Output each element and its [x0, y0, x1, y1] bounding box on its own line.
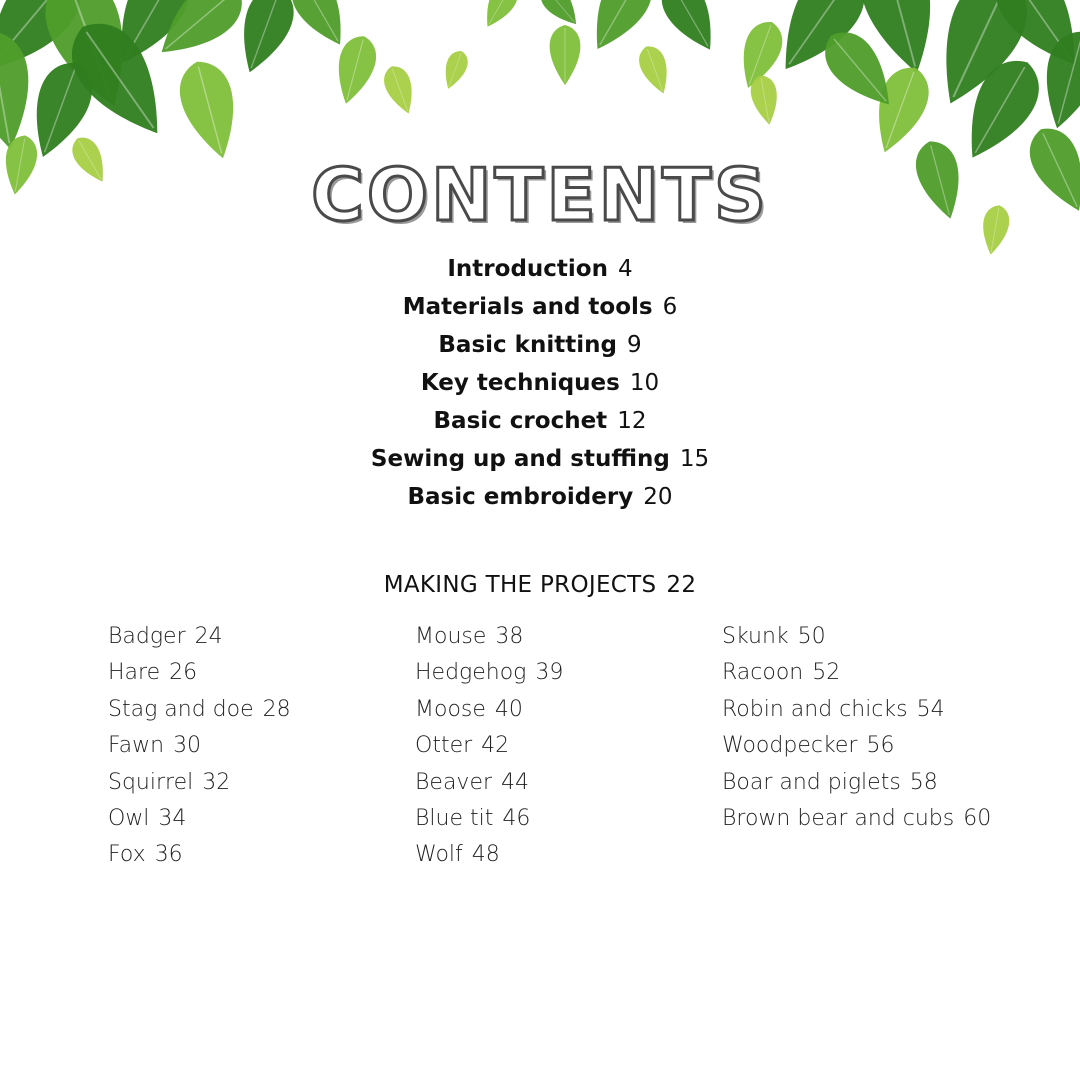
project-label: Boar and piglets — [722, 769, 901, 795]
project-entry[interactable] — [722, 692, 991, 728]
projects-column-3 — [722, 619, 991, 837]
projects-column-2 — [415, 619, 563, 874]
project-label: Racoon — [722, 660, 804, 686]
project-page: 32 — [202, 769, 231, 795]
entry-page: 4 — [617, 256, 633, 282]
entry-label: Basic crochet — [433, 408, 608, 434]
contents-entry-materials[interactable] — [0, 288, 1080, 326]
entry-label: Sewing up and stuffing — [370, 446, 670, 472]
project-label: Robin and chicks — [722, 696, 908, 722]
project-page: 30 — [173, 733, 202, 759]
contents-entry-techniques[interactable] — [0, 364, 1080, 402]
project-entry[interactable] — [108, 728, 291, 764]
contents-entry-introduction[interactable] — [0, 250, 1080, 288]
project-label: Blue tit — [415, 806, 494, 832]
project-page: 24 — [194, 624, 223, 649]
entry-page: 10 — [629, 370, 660, 396]
project-entry[interactable] — [108, 619, 291, 655]
project-label: Mouse — [415, 624, 487, 649]
contents-entry-knitting[interactable] — [0, 326, 1080, 364]
project-label: Skunk — [722, 624, 789, 649]
contents-entry-crochet[interactable] — [0, 402, 1080, 440]
project-page: 28 — [262, 696, 291, 722]
project-label: Moose — [415, 696, 486, 722]
project-label: Badger — [108, 624, 186, 649]
project-entry[interactable] — [415, 728, 563, 764]
project-entry[interactable] — [722, 801, 991, 837]
project-page: 26 — [169, 660, 198, 686]
project-label: Squirrel — [108, 769, 194, 795]
project-entry[interactable] — [415, 765, 563, 801]
project-page: 52 — [812, 660, 841, 686]
project-label: Owl — [108, 806, 150, 832]
projects-heading-label: MAKING THE PROJECTS — [383, 572, 657, 598]
project-page: 38 — [495, 624, 524, 649]
project-label: Fawn — [108, 733, 165, 759]
project-page: 36 — [154, 842, 183, 868]
entry-label: Basic embroidery — [407, 484, 634, 510]
project-entry[interactable] — [415, 619, 563, 655]
entry-label: Materials and tools — [402, 294, 653, 320]
entry-page: 15 — [679, 446, 710, 472]
project-entry[interactable] — [108, 655, 291, 691]
project-label: Stag and doe — [108, 696, 254, 722]
project-entry[interactable] — [722, 619, 991, 655]
project-page: 56 — [866, 733, 895, 759]
project-page: 39 — [535, 660, 564, 686]
entry-label: Key techniques — [420, 370, 620, 396]
project-label: Hedgehog — [415, 660, 527, 686]
project-entry[interactable] — [108, 692, 291, 728]
project-label: Woodpecker — [722, 733, 858, 759]
project-entry[interactable] — [415, 837, 563, 873]
project-label: Otter — [415, 733, 473, 759]
project-label: Beaver — [415, 769, 493, 795]
entry-page: 20 — [643, 484, 673, 510]
project-page: 58 — [909, 769, 938, 795]
project-page: 46 — [502, 806, 531, 832]
project-entry[interactable] — [108, 837, 291, 873]
project-label: Wolf — [415, 842, 463, 868]
project-label: Brown bear and cubs — [722, 806, 955, 832]
project-page: 54 — [916, 696, 945, 722]
projects-heading[interactable] — [0, 566, 1080, 604]
project-entry[interactable] — [415, 655, 563, 691]
project-page: 50 — [797, 624, 826, 649]
entry-page: 9 — [626, 332, 642, 358]
project-entry[interactable] — [722, 765, 991, 801]
project-page: 48 — [471, 842, 500, 868]
entry-page: 6 — [662, 294, 678, 320]
contents-entry-sewing[interactable] — [0, 440, 1080, 478]
project-entry[interactable] — [722, 728, 991, 764]
entry-label: Introduction — [447, 256, 608, 282]
project-label: Fox — [108, 842, 146, 868]
projects-column-1 — [108, 619, 291, 874]
project-entry[interactable] — [108, 765, 291, 801]
project-page: 60 — [963, 806, 992, 832]
project-page: 34 — [158, 806, 187, 832]
page-title: CONTENTS — [311, 153, 769, 237]
entry-label: Basic knitting — [438, 332, 617, 358]
project-page: 44 — [501, 769, 530, 795]
leaf-icon — [652, 0, 727, 60]
project-entry[interactable] — [108, 801, 291, 837]
main-contents-list — [0, 250, 1080, 516]
entry-page: 12 — [617, 408, 647, 434]
project-page: 40 — [494, 696, 523, 722]
project-entry[interactable] — [722, 655, 991, 691]
project-page: 42 — [481, 733, 510, 759]
project-label: Hare — [108, 660, 161, 686]
project-entry[interactable] — [415, 801, 563, 837]
project-entry[interactable] — [415, 692, 563, 728]
projects-heading-page: 22 — [666, 572, 697, 598]
contents-entry-embroidery[interactable] — [0, 478, 1080, 516]
